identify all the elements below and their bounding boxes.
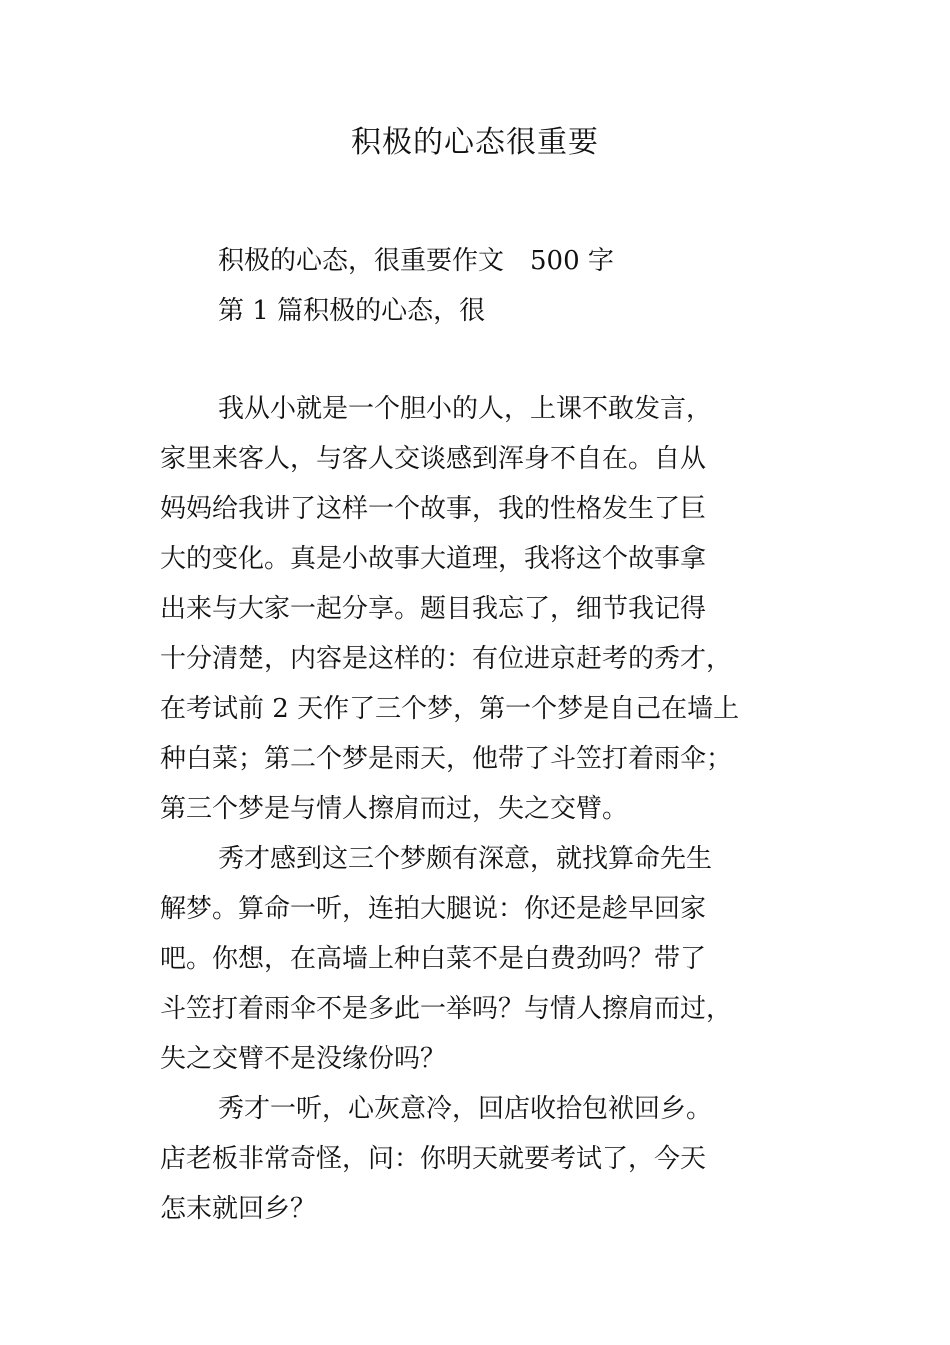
chapter-heading: 第 1 篇积极的心态，很	[218, 296, 486, 326]
text-line: 大的变化。真是小故事大道理，我将这个故事拿	[160, 544, 707, 574]
text-line: 怎末就回乡？	[160, 1194, 317, 1224]
text-line: 我从小就是一个胆小的人，上课不敢发言，	[218, 394, 713, 424]
text-line: 店老板非常奇怪，问：你明天就要考试了，今天	[160, 1144, 707, 1174]
text-line: 秀才一听，心灰意冷，回店收拾包袱回乡。	[218, 1094, 713, 1124]
text-line: 第三个梦是与情人擦肩而过，失之交臂。	[160, 794, 629, 824]
text-line: 家里来客人，与客人交谈感到浑身不自在。自从	[160, 444, 707, 474]
article-body	[160, 384, 770, 1234]
text-line: 十分清楚，内容是这样的：有位进京赶考的秀才，	[160, 644, 733, 674]
text-line: 斗笠打着雨伞不是多此一举吗？与情人擦肩而过，	[160, 994, 733, 1024]
text-line: 秀才感到这三个梦颇有深意，就找算命先生	[218, 844, 713, 874]
text-line: 解梦。算命一听，连拍大腿说：你还是趁早回家	[160, 894, 707, 924]
text-line: 吧。你想，在高墙上种白菜不是白费劲吗？带了	[160, 944, 707, 974]
paragraph	[160, 384, 770, 834]
text-line: 妈妈给我讲了这样一个故事，我的性格发生了巨	[160, 494, 707, 524]
text-line: 出来与大家一起分享。题目我忘了，细节我记得	[160, 594, 707, 624]
text-line: 种白菜；第二个梦是雨天，他带了斗笠打着雨伞；	[160, 744, 733, 774]
paragraph	[160, 1084, 770, 1234]
text-line: 失之交臂不是没缘份吗？	[160, 1044, 447, 1074]
paragraph	[160, 834, 770, 1084]
document-subtitle: 积极的心态，很重要作文 500 字	[218, 246, 614, 276]
document-title: 积极的心态很重要	[351, 125, 599, 160]
text-line: 在考试前 2 天作了三个梦，第一个梦是自己在墙上	[160, 694, 740, 724]
